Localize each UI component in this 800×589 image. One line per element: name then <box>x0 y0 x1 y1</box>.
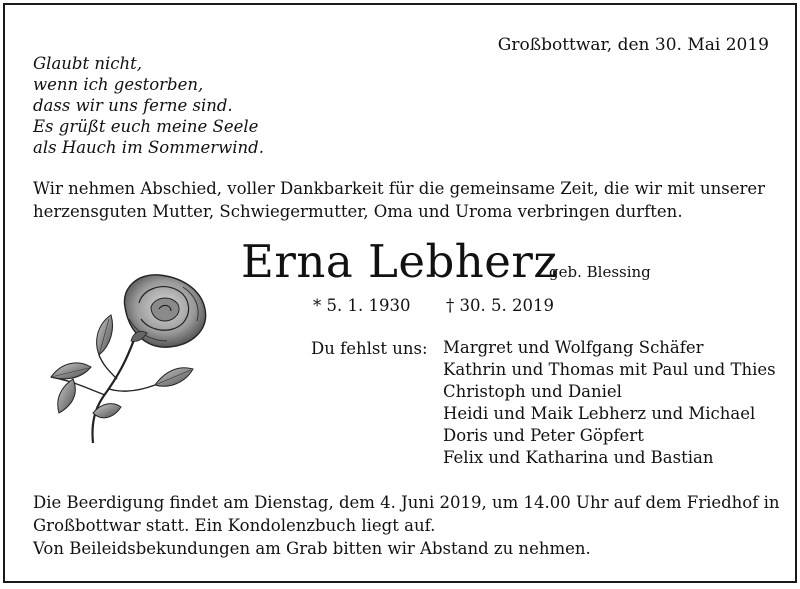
funeral-line: Von Beileidsbekundungen am Grab bitten wir Abstand zu nehmen. <box>33 539 591 558</box>
funeral-line: Großbottwar statt. Ein Kondolenzbuch liegt auf. <box>33 516 436 535</box>
poem-line: dass wir uns ferne sind. <box>33 96 233 115</box>
poem-line: wenn ich gestorben, <box>33 75 204 94</box>
intro-line: Wir nehmen Abschied, voller Dankbarkeit für die gemeinsame Zeit, die wir mit unserer <box>33 179 766 198</box>
poem-line: Es grüßt euch meine Seele <box>33 117 259 136</box>
mourners-label: Du fehlst uns: <box>311 339 428 358</box>
mourner-entry: Christoph und Daniel <box>443 382 622 401</box>
mourners-list <box>443 337 776 469</box>
poem-line: Glaubt nicht, <box>33 54 143 73</box>
intro-line: herzensguten Mutter, Schwiegermutter, Oma und Uroma verbringen durften. <box>33 202 683 221</box>
birth-date: * 5. 1. 1930 <box>313 296 411 315</box>
funeral-line: Die Beerdigung findet am Dienstag, dem 4. Juni 2019, um 14.00 Uhr auf dem Friedhof in <box>33 493 780 512</box>
mourner-entry: Doris und Peter Göpfert <box>443 426 644 445</box>
funeral-info <box>33 491 780 560</box>
rose-icon <box>43 267 223 445</box>
deceased-name: Erna Lebherz <box>241 235 558 288</box>
poem-line: als Hauch im Sommerwind. <box>33 138 264 157</box>
mourner-entry: Felix und Katharina und Bastian <box>443 448 714 467</box>
intro-text <box>33 177 765 223</box>
mourner-entry: Kathrin und Thomas mit Paul und Thies <box>443 360 776 379</box>
mourner-entry: Heidi und Maik Lebherz und Michael <box>443 404 756 423</box>
place-date: Großbottwar, den 30. Mai 2019 <box>497 35 769 55</box>
death-date: † 30. 5. 2019 <box>446 296 554 315</box>
maiden-name: geb. Blessing <box>549 263 651 281</box>
obituary-notice <box>3 3 797 583</box>
poem <box>33 53 264 158</box>
mourner-entry: Margret und Wolfgang Schäfer <box>443 338 704 357</box>
